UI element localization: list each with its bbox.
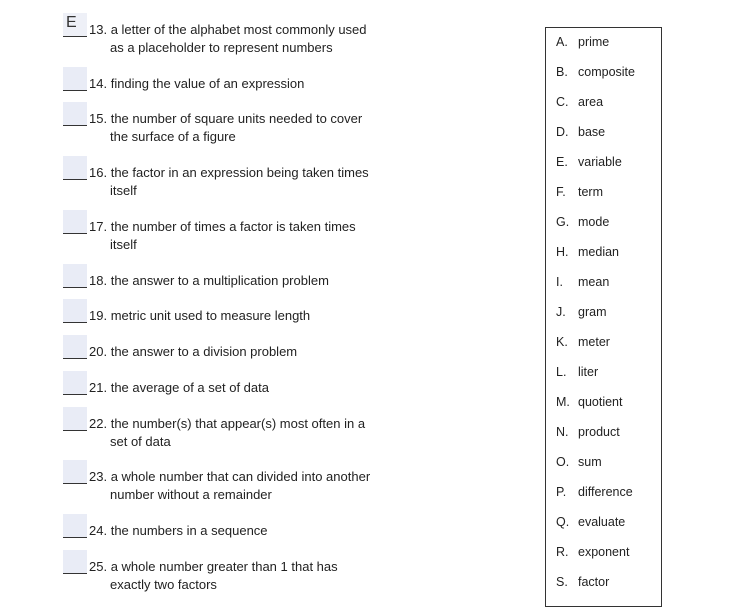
option-d: [556, 124, 605, 140]
option-a: [556, 34, 609, 50]
question-number: 16.: [89, 165, 108, 180]
question-number: 19.: [89, 308, 108, 323]
option-letter: N.: [556, 425, 569, 439]
option-word: difference: [578, 485, 633, 499]
question-text: [89, 415, 409, 451]
answer-blank-13[interactable]: E: [63, 13, 87, 37]
option-word: mean: [578, 275, 610, 289]
question-text: [89, 307, 409, 325]
question-number: 14.: [89, 76, 108, 91]
question-number: 23.: [89, 469, 108, 484]
option-letter: R.: [556, 545, 569, 559]
option-l: [556, 364, 598, 380]
question-number: 15.: [89, 111, 108, 126]
option-word: composite: [578, 65, 635, 79]
question-text: [89, 522, 409, 540]
option-word: median: [578, 245, 619, 259]
question-text: [89, 272, 409, 290]
question-line-1: the number(s) that appear(s) most often in a: [110, 416, 366, 431]
answer-blank-19[interactable]: [63, 299, 87, 323]
option-letter: K.: [556, 335, 568, 349]
option-letter: F.: [556, 185, 566, 199]
question-line-2: as a placeholder to represent numbers: [110, 40, 333, 55]
option-k: [556, 334, 610, 350]
option-b: [556, 64, 635, 80]
option-q: [556, 514, 625, 530]
question-line-2: set of data: [110, 434, 171, 449]
option-letter: Q.: [556, 515, 570, 529]
option-s: [556, 574, 609, 590]
answer-blank-17[interactable]: [63, 210, 87, 234]
option-word: prime: [578, 35, 610, 49]
option-word: base: [578, 125, 606, 139]
option-r: [556, 544, 629, 560]
option-letter: A.: [556, 35, 568, 49]
option-letter: O.: [556, 455, 570, 469]
question-text: [89, 75, 409, 93]
question-line-1: the number of square units needed to cover: [110, 111, 363, 126]
question-text: [89, 110, 409, 146]
question-line-2: number without a remainder: [110, 487, 272, 502]
option-m: [556, 394, 622, 410]
question-line-1: a whole number that can divided into another: [110, 469, 371, 484]
option-letter: P.: [556, 485, 567, 499]
option-h: [556, 244, 619, 260]
option-letter: L.: [556, 365, 567, 379]
question-text: [89, 468, 409, 504]
question-line-1: the numbers in a sequence: [110, 523, 268, 538]
option-word: exponent: [578, 545, 630, 559]
option-letter: G.: [556, 215, 570, 229]
question-text: [89, 343, 409, 361]
question-text: [89, 558, 409, 594]
option-letter: D.: [556, 125, 569, 139]
answer-blank-18[interactable]: [63, 264, 87, 288]
option-p: [556, 484, 633, 500]
question-text: [89, 164, 409, 200]
option-word: gram: [578, 305, 607, 319]
answer-blank-23[interactable]: [63, 460, 87, 484]
option-o: [556, 454, 602, 470]
question-number: 17.: [89, 219, 108, 234]
question-line-2: itself: [110, 237, 137, 252]
option-c: [556, 94, 603, 110]
question-line-1: the number of times a factor is taken times: [110, 219, 356, 234]
question-line-1: finding the value of an expression: [110, 76, 305, 91]
option-n: [556, 424, 620, 440]
question-number: 25.: [89, 559, 108, 574]
question-number: 24.: [89, 523, 108, 538]
question-line-2: exactly two factors: [110, 577, 217, 592]
question-text: [89, 21, 409, 57]
option-word: area: [578, 95, 604, 109]
question-number: 18.: [89, 273, 108, 288]
option-word: factor: [578, 575, 610, 589]
option-letter: S.: [556, 575, 568, 589]
option-word: liter: [578, 365, 599, 379]
question-line-2: the surface of a figure: [110, 129, 236, 144]
option-word: evaluate: [578, 515, 626, 529]
option-word: meter: [578, 335, 610, 349]
option-letter: B.: [556, 65, 568, 79]
option-j: [556, 304, 606, 320]
option-word: variable: [578, 155, 622, 169]
answer-blank-14[interactable]: [63, 67, 87, 91]
option-g: [556, 214, 609, 230]
option-word: product: [578, 425, 620, 439]
option-letter: C.: [556, 95, 569, 109]
question-line-1: a whole number greater than 1 that has: [110, 559, 338, 574]
option-i: [556, 274, 609, 290]
option-letter: M.: [556, 395, 570, 409]
option-e: [556, 154, 622, 170]
answer-blank-22[interactable]: [63, 407, 87, 431]
option-letter: E.: [556, 155, 568, 169]
question-text: [89, 218, 409, 254]
question-line-2: itself: [110, 183, 137, 198]
option-word: quotient: [578, 395, 623, 409]
question-line-1: a letter of the alphabet most commonly used: [110, 22, 367, 37]
answer-blank-20[interactable]: [63, 335, 87, 359]
answer-blank-25[interactable]: [63, 550, 87, 574]
question-text: [89, 379, 409, 397]
question-line-1: the average of a set of data: [110, 380, 269, 395]
question-number: 21.: [89, 380, 108, 395]
question-line-1: the answer to a division problem: [110, 344, 298, 359]
question-number: 13.: [89, 22, 108, 37]
option-word: sum: [578, 455, 602, 469]
option-letter: J.: [556, 305, 566, 319]
question-number: 20.: [89, 344, 108, 359]
question-line-1: the answer to a multiplication problem: [110, 273, 329, 288]
option-word: mode: [578, 215, 610, 229]
answer-bank: [545, 27, 662, 607]
option-letter: I.: [556, 275, 563, 289]
answer-blank-24[interactable]: [63, 514, 87, 538]
option-word: term: [578, 185, 603, 199]
option-f: [556, 184, 603, 200]
answer-blank-16[interactable]: [63, 156, 87, 180]
answer-blank-15[interactable]: [63, 102, 87, 126]
option-letter: H.: [556, 245, 569, 259]
answer-blank-21[interactable]: [63, 371, 87, 395]
question-line-1: the factor in an expression being taken times: [110, 165, 369, 180]
question-line-1: metric unit used to measure length: [110, 308, 311, 323]
question-number: 22.: [89, 416, 108, 431]
